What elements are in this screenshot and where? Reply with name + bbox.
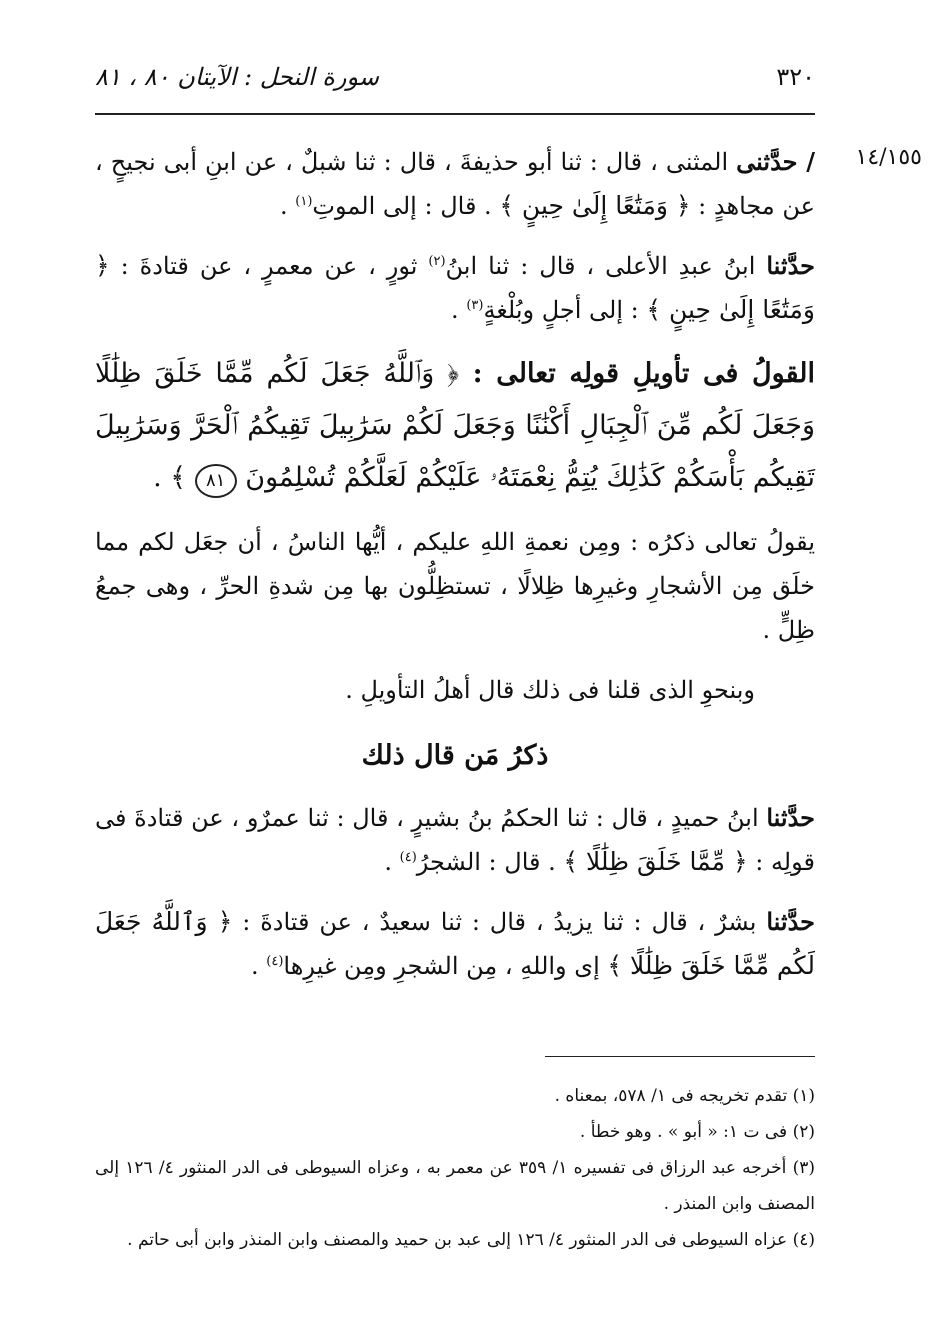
tafsir-heading-lead: القولُ فى تأويلِ قولِه تعالى :	[459, 358, 816, 389]
paragraph-end: .	[384, 848, 400, 876]
paragraph-text: : إلى أجلٍ وبُلْغةٍ	[483, 296, 647, 324]
paragraph-2	[95, 244, 815, 332]
footnote-marker: (٢)	[428, 254, 446, 269]
paragraph-7	[95, 900, 815, 988]
header-rule	[95, 113, 815, 115]
paragraph-text: ثورٍ ، عن معمرٍ ، عن قتادةَ :	[109, 252, 429, 280]
footnote-marker: (١)	[295, 194, 313, 209]
running-header	[95, 52, 815, 102]
footnote-4: (٤) عزاه السيوطى فى الدر المنثور ٤/ ١٢٦ إلى عبد بن حميد والمصنف وابن المنذر وابن أبى حاتم .	[127, 1230, 815, 1250]
quran-quote: ﴿ وَٱللَّهُ جَعَلَ لَكُم مِّمَّا خَلَقَ ظِلَٰلًا ﴾	[95, 907, 815, 980]
paragraph-5: وبنحوِ الذى قلنا فى ذلك قال أهلُ التأويلِ .	[345, 676, 755, 704]
paragraph-4: يقولُ تعالى ذكرُه : ومِن نعمةِ اللهِ عليكم ، أيُّها الناسُ ، أن جعَل لكم مما خلَق مِن الأشجارِ وغيرِها ظِلالًا ، تستظِلُّون بها مِن شدةِ الحرِّ ، وهى جمعُ ظِلٍّ .	[95, 528, 815, 644]
footnote-rule	[545, 1056, 815, 1057]
verse-number-badge: ٨١	[195, 464, 237, 498]
paragraph-text: ابنُ حميدٍ ، قال : ثنا الحكمُ بنُ بشيرٍ ، قال : ثنا عمرٌو ، عن قتادةَ فى قولِه :	[95, 804, 815, 876]
paragraph-3	[95, 348, 815, 504]
paragraph-text: المثنى ، قال : ثنا أبو حذيفةَ ، قال : ثنا شبلٌ ، عن ابنِ أبى نجيحٍ ، عن مجاهدٍ :	[95, 148, 815, 220]
footnote-marker: (٣)	[466, 298, 484, 313]
quran-quote: ﴿ وَمَتَٰعًا إِلَىٰ حِينٍ ﴾	[95, 251, 815, 324]
paragraph-end: ﴾ .	[153, 462, 195, 493]
paragraph-1	[95, 140, 815, 228]
paragraph-end: .	[251, 952, 267, 980]
narration-lead: / حدَّثنى	[736, 147, 816, 176]
paragraph-text: . قال : الشجرُ	[416, 848, 564, 876]
paragraph-end: .	[451, 296, 467, 324]
footnote-1: (١) تقدم تخريجه فى ١/ ٥٧٨، بمعناه .	[554, 1086, 815, 1106]
footnote-marker: (٤)	[266, 954, 284, 969]
footnotes	[95, 1078, 815, 1258]
section-heading: ذكرُ مَن قال ذلك	[361, 740, 549, 771]
paragraph-text: . قال : إلى الموتِ	[312, 192, 500, 220]
narration-lead: حدَّثنا	[766, 907, 815, 936]
footnote-2: (٢) فى ت ١: « أبو » . وهو خطأ .	[579, 1122, 815, 1142]
quran-quote: ﴿ وَمَتَٰعًا إِلَىٰ حِينٍ ﴾	[499, 191, 691, 220]
paragraph-text: بشرٌ ، قال : ثنا يزيدُ ، قال : ثنا سعيدٌ ، عن قتادةَ :	[232, 908, 767, 936]
footnote-marker: (٤)	[399, 850, 417, 865]
quran-verse: ﴿ وَٱللَّهُ جَعَلَ لَكُم مِّمَّا خَلَقَ ظِلَٰلًا وَجَعَلَ لَكُم مِّنَ ٱلْجِبَالِ أَكْنَٰنًا وَجَعَلَ لَكُمْ سَرَٰبِيلَ تَقِيكُمُ ٱلْحَرَّ وَسَرَٰبِيلَ تَقِيكُم بَأْسَكُمْ كَذَٰلِكَ يُتِمُّ نِعْمَتَهُۥ عَلَيْكُمْ لَعَلَّكُمْ تُسْلِمُونَ	[95, 358, 815, 493]
paragraph-6	[95, 796, 815, 884]
narration-lead: حدَّثنا	[766, 251, 815, 280]
quran-quote: ﴿ مِّمَّا خَلَقَ ظِلَٰلًا ﴾	[563, 847, 748, 876]
paragraph-text: ابنُ عبدِ الأعلى ، قال : ثنا ابنُ	[445, 252, 767, 280]
paragraph-end: .	[279, 192, 296, 220]
running-title: سورة النحل : الآيتان ٨٠ ، ٨١	[95, 63, 379, 91]
footnote-3: (٣) أخرجه عبد الرزاق فى تفسيره ١/ ٣٥٩ عن معمر به ، وعزاه السيوطى فى الدر المنثور ٤/ ١٢٦ إلى المصنف وابن المنذر .	[95, 1158, 815, 1214]
page-number: ٣٢٠	[776, 63, 815, 91]
main-text	[95, 140, 815, 1004]
margin-reference: ١٤/١٥٥	[855, 145, 922, 170]
narration-lead: حدَّثنا	[766, 803, 815, 832]
paragraph-text: إى واللهِ ، مِن الشجرِ ومِن غيرِها	[283, 952, 608, 980]
